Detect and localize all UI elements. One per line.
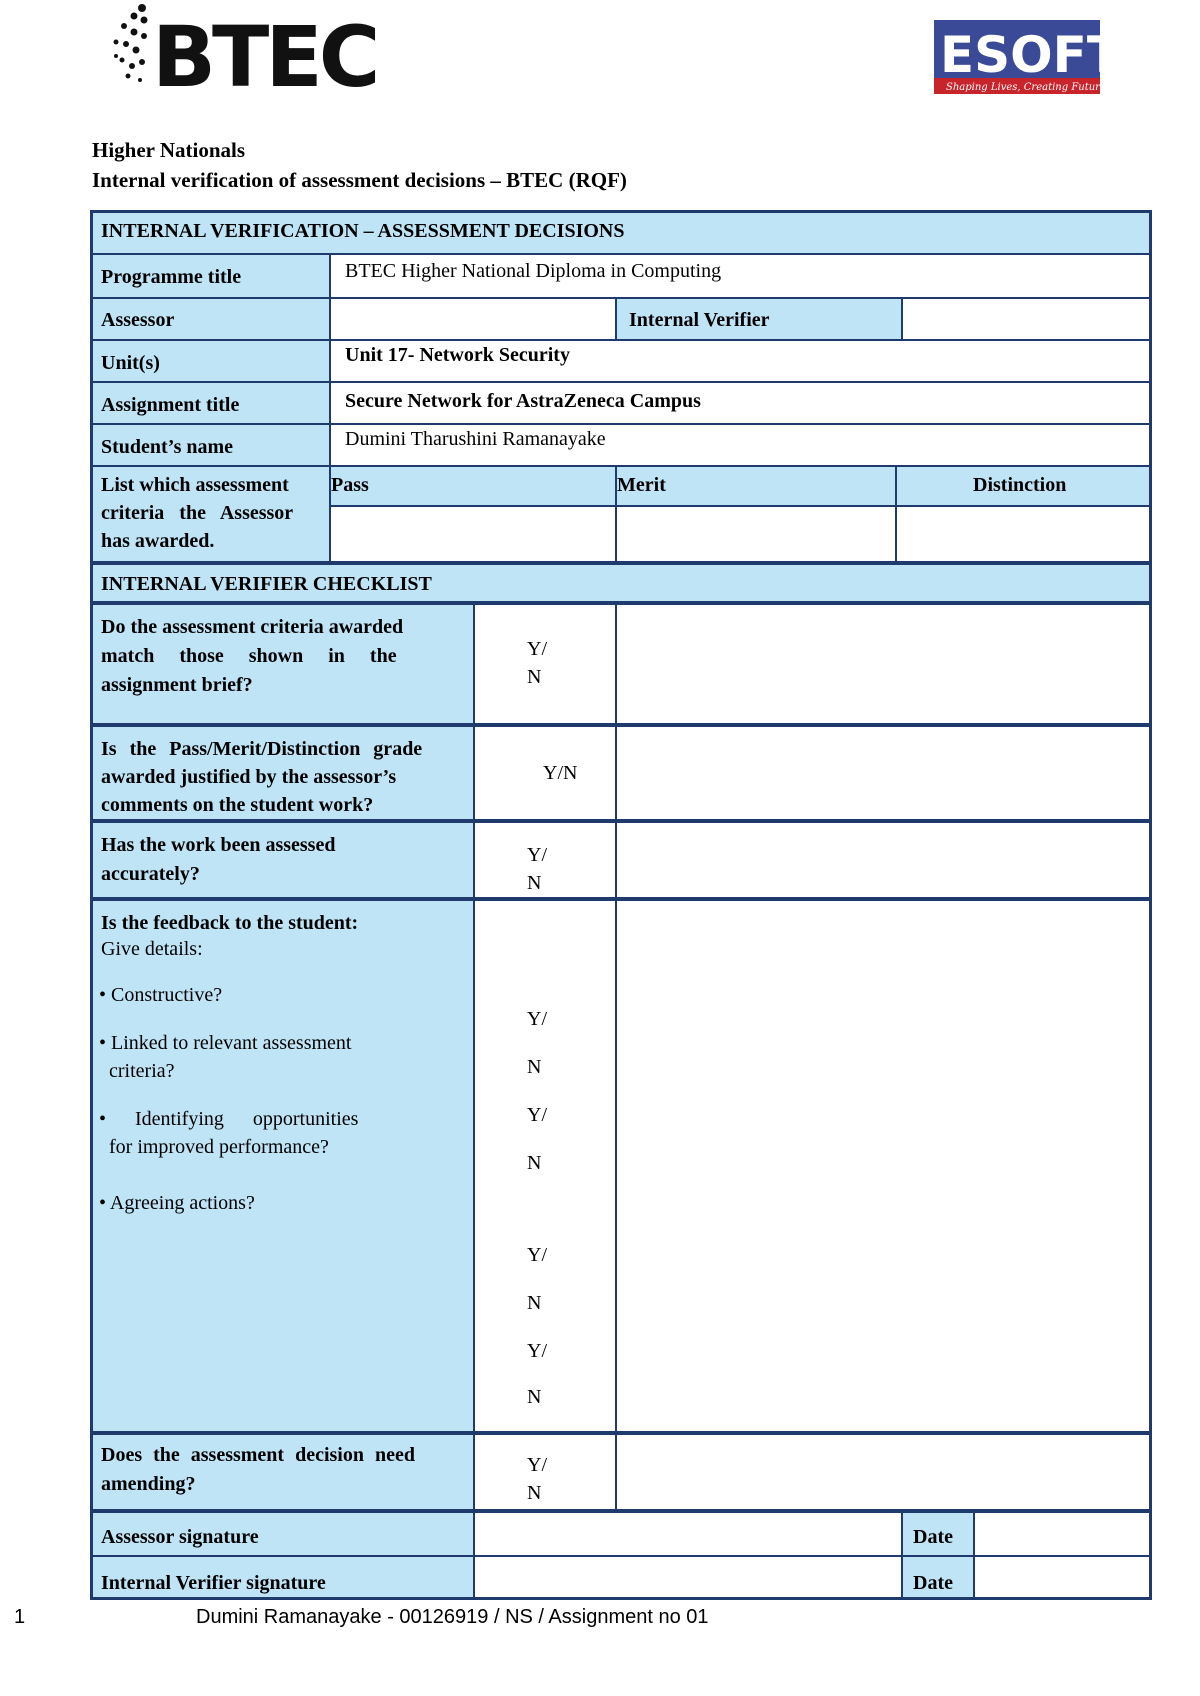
q4-yn-3: Y/ <box>527 1104 547 1126</box>
verifier-date-label-cell <box>902 1556 974 1600</box>
q4-comment-field[interactable] <box>616 900 1152 1434</box>
student-label-cell <box>90 424 330 466</box>
criteria-label-line-3: has awarded. <box>101 530 215 552</box>
btec-logo <box>112 0 377 106</box>
checklist-section-title: INTERNAL VERIFIER CHECKLIST <box>101 573 432 595</box>
q5-line-1: Does the assessment decision need <box>101 1444 415 1466</box>
q3-comment-field[interactable] <box>616 822 1152 900</box>
distinction-label: Distinction <box>973 474 1067 496</box>
assessor-signature-label-cell <box>90 1512 474 1556</box>
q1-comment-field[interactable] <box>616 604 1152 726</box>
q5-comment-field[interactable] <box>616 1434 1152 1512</box>
q4-item-identifying-cont: for improved performance? <box>99 1136 329 1158</box>
q4-item-agreeing: • Agreeing actions? <box>99 1192 255 1214</box>
pass-criteria-field[interactable] <box>330 506 616 562</box>
q2-comment-field[interactable] <box>616 726 1152 822</box>
q4-yn-cell[interactable] <box>474 900 616 1434</box>
verifier-field[interactable] <box>902 298 1152 340</box>
assessor-date-label: Date <box>913 1526 953 1548</box>
programme-value: BTEC Higher National Diploma in Computing <box>345 260 722 282</box>
header-line-1: Higher Nationals <box>92 138 246 162</box>
programme-label: Programme title <box>101 266 242 288</box>
esoft-logo <box>934 20 1121 94</box>
q1-label-cell <box>90 604 474 726</box>
q2-yn-cell[interactable] <box>474 726 616 822</box>
criteria-label-line-2: criteria the Assessor <box>101 502 294 524</box>
verifier-label: Internal Verifier <box>629 309 770 331</box>
q4-item-linked-cont: criteria? <box>99 1060 175 1082</box>
q1-yn-cell[interactable] <box>474 604 616 726</box>
q4-yn-7: Y/ <box>527 1340 547 1362</box>
q1-line-1: Do the assessment criteria awarded <box>101 616 404 638</box>
q3-label-cell <box>90 822 474 900</box>
q4-yn-1: Y/ <box>527 1008 547 1030</box>
q1-yn-y: Y/ <box>527 638 547 660</box>
assignment-label: Assignment title <box>101 394 240 416</box>
merit-header-cell <box>616 466 896 506</box>
q4-label-cell <box>90 900 474 1434</box>
student-value-cell[interactable] <box>330 424 1152 466</box>
assignment-label-cell <box>90 382 330 424</box>
student-label: Student’s name <box>101 436 234 458</box>
q5-yn-n: N <box>527 1482 542 1504</box>
checklist-section-header <box>90 562 1152 604</box>
q4-item-identifying: • Identifying opportunities <box>99 1108 359 1130</box>
programme-value-cell[interactable] <box>330 254 1152 298</box>
assessor-label-cell <box>90 298 330 340</box>
merit-label: Merit <box>617 474 666 496</box>
q2-label-cell <box>90 726 474 822</box>
footer-text: Dumini Ramanayake - 00126919 / NS / Assignment no 01 <box>196 1606 709 1628</box>
assignment-value-cell[interactable] <box>330 382 1152 424</box>
unit-label: Unit(s) <box>101 352 160 374</box>
q4-yn-5: Y/ <box>527 1244 547 1266</box>
q4-yn-8: N <box>527 1386 542 1408</box>
assessor-date-field[interactable] <box>974 1512 1152 1556</box>
esoft-logo-text: ESOFT <box>940 26 1121 84</box>
q4-yn-2: N <box>527 1056 542 1078</box>
btec-logo-text: BTEC <box>152 8 377 106</box>
q3-yn-n: N <box>527 872 542 894</box>
programme-label-cell <box>90 254 330 298</box>
student-value: Dumini Tharushini Ramanayake <box>345 428 606 450</box>
verifier-date-field[interactable] <box>974 1556 1152 1600</box>
verifier-signature-label-cell <box>90 1556 474 1600</box>
q2-line-1: Is the Pass/Merit/Distinction grade <box>101 738 423 760</box>
assessor-signature-field[interactable] <box>474 1512 902 1556</box>
q5-label-cell <box>90 1434 474 1512</box>
q4-subtitle: Give details: <box>101 938 203 960</box>
q1-yn-n: N <box>527 666 542 688</box>
decisions-section-title: INTERNAL VERIFICATION – ASSESSMENT DECISIONS <box>101 220 625 242</box>
assessor-field[interactable] <box>330 298 616 340</box>
q4-title: Is the feedback to the student: <box>101 912 359 934</box>
criteria-label-cell <box>90 466 330 562</box>
pass-label: Pass <box>331 474 369 496</box>
assessor-label: Assessor <box>101 309 175 331</box>
assessor-signature-label: Assessor signature <box>101 1526 259 1548</box>
q3-yn-y: Y/ <box>527 844 547 866</box>
merit-criteria-field[interactable] <box>616 506 896 562</box>
page-number: 1 <box>14 1606 26 1628</box>
distinction-criteria-field[interactable] <box>896 506 1152 562</box>
q5-yn-y: Y/ <box>527 1454 547 1476</box>
assessor-date-label-cell <box>902 1512 974 1556</box>
header-line-2: Internal verification of assessment decisions – BTEC (RQF) <box>92 168 627 192</box>
unit-value-cell[interactable] <box>330 340 1152 382</box>
q4-item-linked: • Linked to relevant assessment <box>99 1032 352 1054</box>
verifier-signature-label: Internal Verifier signature <box>101 1572 326 1594</box>
q3-line-2: accurately? <box>101 863 200 885</box>
q2-line-2: awarded justified by the assessor’s <box>101 766 397 788</box>
q4-item-constructive: • Constructive? <box>99 984 223 1006</box>
pass-header-cell <box>330 466 616 506</box>
q2-yn: Y/N <box>543 762 578 784</box>
q4-yn-6: N <box>527 1292 542 1314</box>
q1-line-2: match those shown in the <box>101 645 397 667</box>
decisions-section-header <box>90 210 1152 254</box>
verifier-label-cell <box>616 298 902 340</box>
assignment-value: Secure Network for AstraZeneca Campus <box>345 390 701 412</box>
distinction-header-cell <box>896 466 1152 506</box>
q4-yn-4: N <box>527 1152 542 1174</box>
q1-line-3: assignment brief? <box>101 674 253 696</box>
unit-label-cell <box>90 340 330 382</box>
verifier-date-label: Date <box>913 1572 953 1594</box>
q5-line-2: amending? <box>101 1473 196 1495</box>
unit-value: Unit 17- Network Security <box>345 344 570 366</box>
q5-yn-cell[interactable] <box>474 1434 616 1512</box>
q3-line-1: Has the work been assessed <box>101 834 336 856</box>
verifier-signature-field[interactable] <box>474 1556 902 1600</box>
q2-line-3: comments on the student work? <box>101 794 374 816</box>
q3-yn-cell[interactable] <box>474 822 616 900</box>
criteria-label-line-1: List which assessment <box>101 474 289 496</box>
esoft-tagline: Shaping Lives, Creating Futures. <box>946 82 1115 93</box>
